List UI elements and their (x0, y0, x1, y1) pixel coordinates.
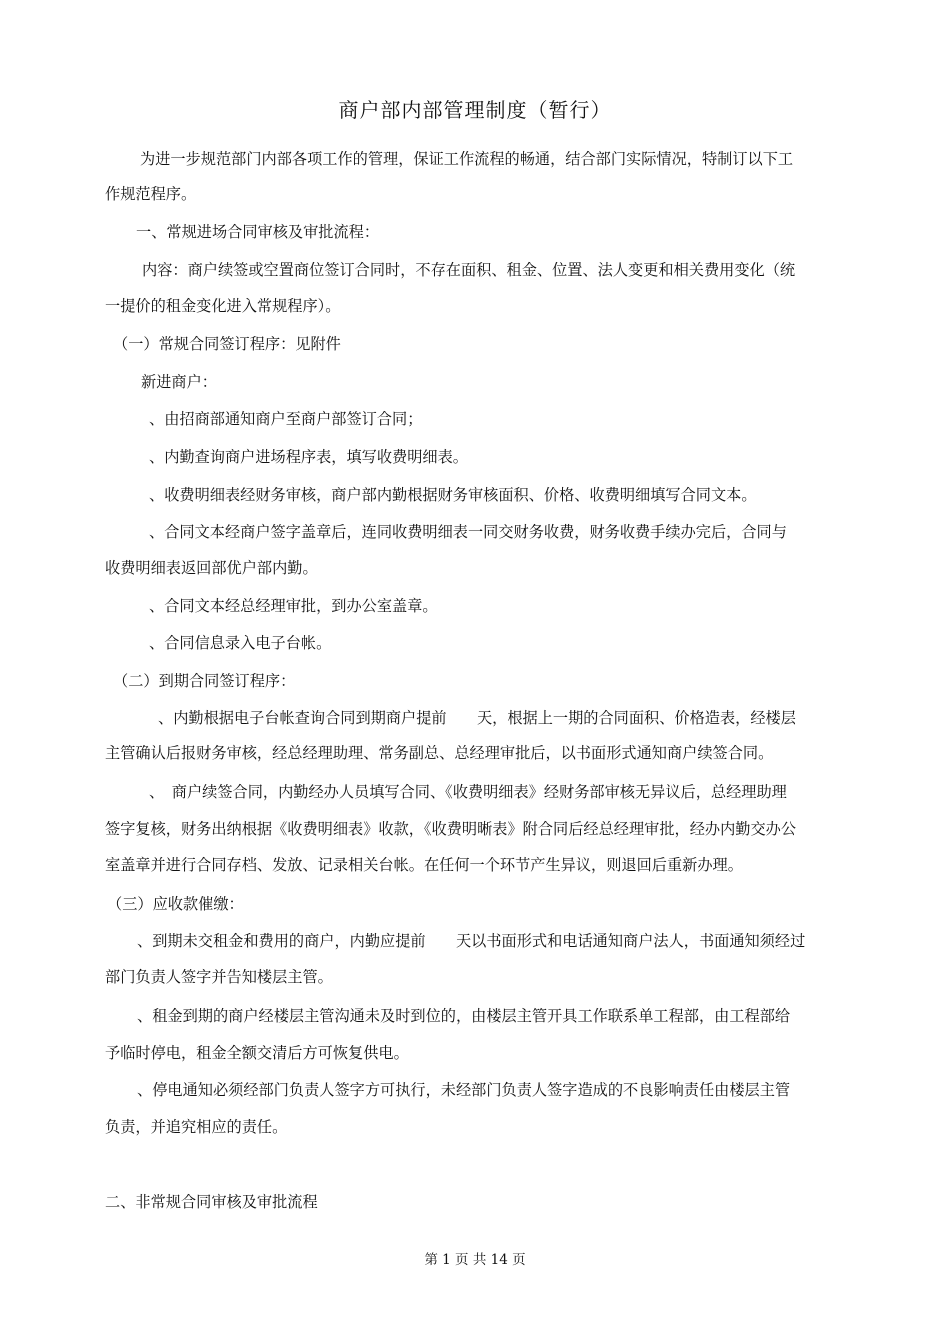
paragraph-line: 一提价的租金变化进入常规程序）。 (105, 297, 341, 315)
paragraph-line: 主管确认后报财务审核，经总经理助理、常务副总、总经理审批后，以书面形式通知商户续签合同。 (105, 744, 774, 762)
list-item: 、合同信息录入电子台帐。 (149, 634, 332, 652)
paragraph-line: 作规范程序。 (105, 185, 197, 203)
list-item: 、内勤根据电子台帐查询合同到期商户提前 天，根据上一期的合同面积、价格造表，经楼层 (158, 709, 796, 727)
subsection-heading: （一）常规合同签订程序：见附件 (113, 335, 341, 353)
paragraph-line: 予临时停电，租金全额交清后方可恢复供电。 (105, 1044, 409, 1062)
paragraph-line: 内容：商户续签或空置商位签订合同时，不存在面积、租金、位置、法人变更和相关费用变化（统 (142, 261, 796, 279)
paragraph-line: 部门负责人签字并告知楼层主管。 (105, 968, 333, 986)
paragraph-line: 室盖章并进行合同存档、发放、记录相关台帐。在任何一个环节产生异议，则退回后重新办理。 (105, 856, 743, 874)
list-item: 、收费明细表经财务审核，商户部内勤根据财务审核面积、价格、收费明细填写合同文本。 (149, 486, 757, 504)
paragraph-line: 新进商户： (141, 373, 217, 391)
list-item: 、停电通知必须经部门负责人签字方可执行，未经部门负责人签字造成的不良影响责任由楼层主管 (137, 1081, 791, 1099)
document-title: 商户部内部管理制度（暂行） (338, 98, 612, 122)
list-item: 、合同文本经总经理审批，到办公室盖章。 (149, 597, 438, 615)
section-heading: 二、非常规合同审核及审批流程 (105, 1193, 318, 1211)
list-item: 、合同文本经商户签字盖章后，连同收费明细表一同交财务收费，财务收费手续办完后，合同与 (149, 523, 787, 541)
paragraph-line: 收费明细表返回部优户部内勤。 (105, 559, 318, 577)
list-item: 、到期未交租金和费用的商户，内勤应提前 天以书面形式和电话通知商户法人，书面通知须经过 (137, 932, 806, 950)
page-footer: 第 1 页 共 14 页 (424, 1252, 526, 1268)
list-item: 、内勤查询商户进场程序表，填写收费明细表。 (149, 448, 468, 466)
subsection-heading: （三）应收款催缴： (107, 895, 244, 913)
paragraph-line: 负责，并追究相应的责任。 (105, 1118, 288, 1136)
list-item: 、 商户续签合同，内勤经办人员填写合同、《收费明细表》经财务部审核无异议后，总经理助理 (149, 783, 787, 801)
list-item: 、租金到期的商户经楼层主管沟通未及时到位的，由楼层主管开具工作联系单工程部，由工程部给 (137, 1007, 791, 1025)
paragraph-line: 签字复核，财务出纳根据《收费明细表》收款，《收费明晰表》附合同后经总经理审批，经办内勤交办公 (105, 820, 797, 838)
paragraph-line: 为进一步规范部门内部各项工作的管理，保证工作流程的畅通，结合部门实际情况，特制订以下工 (140, 150, 794, 168)
section-heading: 一、常规进场合同审核及审批流程： (136, 223, 379, 241)
list-item: 、由招商部通知商户至商户部签订合同； (149, 410, 423, 428)
subsection-heading: （二）到期合同签订程序： (113, 672, 296, 690)
